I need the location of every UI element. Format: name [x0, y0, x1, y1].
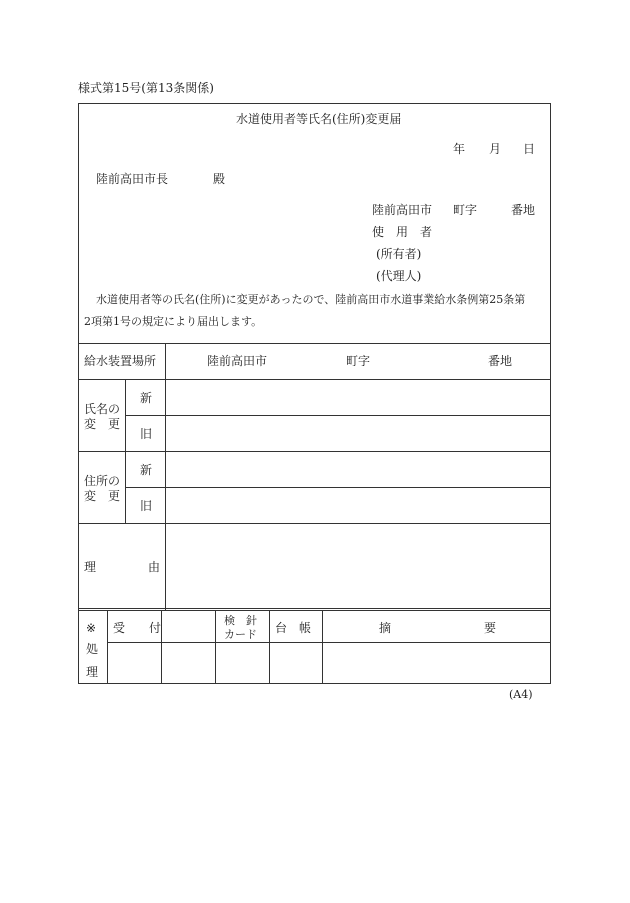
- processing-label-1: 処: [86, 642, 99, 656]
- rule-location-bottom: [78, 379, 551, 380]
- form-number: 様式第15号(第13条関係): [78, 81, 214, 95]
- rule-label-column: [165, 343, 166, 610]
- rule-processing-mid: [107, 642, 551, 643]
- user-label: 使 用 者: [372, 225, 433, 239]
- honorific: 殿: [213, 172, 226, 186]
- rule-reason-bottom: [78, 608, 551, 611]
- rule-proc-col-5: [322, 611, 323, 684]
- address-change-line-1: 住所の: [84, 474, 121, 488]
- reason-label-left: 理: [84, 560, 97, 574]
- rule-address-bottom: [78, 523, 551, 524]
- name-new-label: 新: [140, 391, 153, 405]
- processing-label-2: 理: [86, 665, 99, 679]
- date-month: 月: [489, 142, 502, 156]
- location-town: 町字: [346, 354, 371, 368]
- applicant-city: 陸前高田市: [372, 203, 433, 217]
- owner-label: (所有者): [376, 247, 422, 261]
- applicant-lot: 番地: [511, 203, 536, 217]
- applicant-town: 町字: [453, 203, 478, 217]
- rule-location-top: [78, 343, 551, 344]
- address-old-label: 旧: [140, 499, 153, 513]
- addressee: 陸前高田市長: [96, 172, 169, 186]
- location-lot: 番地: [488, 354, 513, 368]
- rule-new-old-column: [125, 379, 126, 523]
- form-title: 水道使用者等氏名(住所)変更届: [236, 112, 402, 126]
- name-change-line-2: 変 更: [84, 417, 121, 431]
- statement-line-1: 水道使用者等の氏名(住所)に変更があったので、陸前高田市水道事業給水条例第25条第: [96, 293, 526, 306]
- ledger-label: 台 帳: [275, 621, 312, 635]
- agent-label: (代理人): [376, 269, 422, 283]
- note-mark: ※: [86, 621, 97, 635]
- reception-label: 受 付: [113, 621, 162, 635]
- summary-label-1: 摘: [379, 621, 392, 635]
- rule-name-mid: [125, 415, 551, 416]
- location-label: 給水装置場所: [84, 354, 157, 368]
- name-old-label: 旧: [140, 427, 153, 441]
- rule-proc-col-2: [161, 611, 162, 684]
- rule-name-bottom: [78, 451, 551, 452]
- paper-size: (A4): [509, 688, 533, 701]
- statement-line-2: 2項第1号の規定により届出します。: [84, 315, 263, 328]
- reason-label-right: 由: [148, 560, 161, 574]
- address-change-line-2: 変 更: [84, 489, 121, 503]
- location-city: 陸前高田市: [207, 354, 268, 368]
- name-change-line-1: 氏名の: [84, 402, 121, 416]
- meter-card-label-2: カード: [224, 628, 257, 641]
- rule-proc-col-3: [215, 611, 216, 684]
- rule-address-mid: [125, 487, 551, 488]
- rule-proc-col-4: [269, 611, 270, 684]
- summary-label-2: 要: [484, 621, 497, 635]
- address-new-label: 新: [140, 463, 153, 477]
- date-day: 日: [523, 142, 536, 156]
- meter-card-label-1: 検 針: [224, 614, 257, 627]
- rule-proc-col-1: [107, 611, 108, 684]
- date-year: 年: [453, 142, 466, 156]
